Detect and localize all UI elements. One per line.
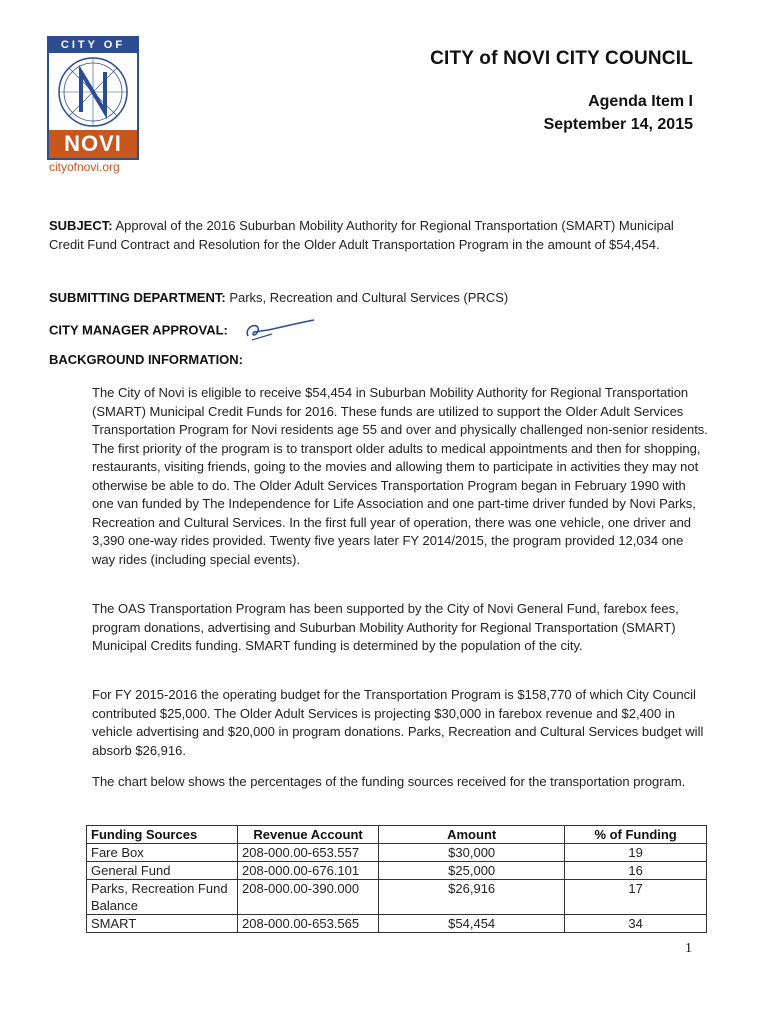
department-block — [49, 288, 709, 307]
page-number: 1 — [685, 941, 692, 956]
cell-source: SMART — [87, 915, 238, 933]
background-paragraph-3: For FY 2015-2016 the operating budget for the Transportation Program is $158,770 of which City Council contributed $25,000. The Older Adult Services is projecting $30,000 in farebox revenue and $2,400 in vehicle advertising and $20,000 in program donations. Parks, Recreation and Cultural Services budget will absorb $26,916. — [92, 687, 704, 758]
cell-source: Fare Box — [87, 844, 238, 862]
cell-amount: $30,000 — [379, 844, 565, 862]
logo-bottom-text: NOVI — [49, 130, 137, 158]
subject-block — [49, 216, 709, 254]
cell-account: 208-000.00-653.557 — [238, 844, 379, 862]
header-revenue-account: Revenue Account — [238, 826, 379, 844]
cell-source: Parks, Recreation Fund Balance — [87, 880, 238, 915]
logo-url: cityofnovi.org — [49, 160, 120, 174]
signature-icon — [238, 318, 318, 344]
header-amount: Amount — [379, 826, 565, 844]
cell-amount: $26,916 — [379, 880, 565, 915]
table-row — [87, 915, 707, 933]
cell-percent: 19 — [565, 844, 707, 862]
cell-account: 208-000.00-676.101 — [238, 862, 379, 880]
cell-source: General Fund — [87, 862, 238, 880]
cell-percent: 16 — [565, 862, 707, 880]
cell-percent: 34 — [565, 915, 707, 933]
header-funding-sources: Funding Sources — [87, 826, 238, 844]
subject-label: SUBJECT: — [49, 218, 113, 233]
department-text: Parks, Recreation and Cultural Services (PRCS) — [229, 290, 509, 305]
table-row — [87, 844, 707, 862]
background-paragraph-1: The City of Novi is eligible to receive $54,454 in Suburban Mobility Authority for Regional Transportation (SMART) Municipal Credit Funds for 2016. These funds are utilized to support the Older Adult Services Transportation Program for Novi residents age 55 and over and physically challenged non-senior residents. The first priority of the program is to transport older adults to medical appointments and then for shopping, restaurants, visiting friends, going to the movies and allowing them to participate in activities they may not otherwise be able to do. The Older Adult Services Transportation Program began in February 1990 with one van funded by The Independence for Life Association and one part-time driver funded by Novi Parks, Recreation and Cultural Services. In the first full year of operation, there was one vehicle, one driver and 3,390 one-way rides provided. Twenty five years later FY 2014/2015, the program provided 12,034 one way rides (including special events). — [92, 385, 708, 567]
department-label: SUBMITTING DEPARTMENT: — [49, 290, 226, 305]
subject-text: Approval of the 2016 Suburban Mobility Authority for Regional Transportation (SMART) Municipal Credit Fund Contract and Resolution for the Older Adult Transportation Program in the amount of $54,454. — [49, 218, 674, 252]
table-row — [87, 880, 707, 915]
approval-label: CITY MANAGER APPROVAL: — [49, 322, 228, 338]
agenda-date: September 14, 2015 — [543, 116, 693, 133]
logo-emblem-icon — [53, 54, 133, 130]
cell-amount: $54,454 — [379, 915, 565, 933]
table-header-row — [87, 826, 707, 844]
approval-block — [49, 318, 709, 344]
cell-account: 208-000.00-653.565 — [238, 915, 379, 933]
council-title: CITY of NOVI CITY COUNCIL — [430, 48, 693, 69]
funding-table — [86, 825, 707, 933]
cell-amount: $25,000 — [379, 862, 565, 880]
agenda-item: Agenda Item I — [588, 93, 693, 110]
cell-percent: 17 — [565, 880, 707, 915]
background-block — [49, 350, 709, 369]
background-paragraph-2: The OAS Transportation Program has been supported by the City of Novi General Fund, farebox fees, program donations, advertising and Suburban Mobility Authority for Regional Transportation (SMART) Municipal Credits funding. SMART funding is determined by the population of the city. — [92, 601, 679, 653]
cell-account: 208-000.00-390.000 — [238, 880, 379, 915]
table-row — [87, 862, 707, 880]
logo-top-text: CITY OF — [49, 38, 137, 53]
background-label: BACKGROUND INFORMATION: — [49, 352, 244, 367]
city-logo — [47, 36, 139, 160]
background-paragraph-4: The chart below shows the percentages of the funding sources received for the transportation program. — [92, 774, 686, 789]
header-percent-funding: % of Funding — [565, 826, 707, 844]
